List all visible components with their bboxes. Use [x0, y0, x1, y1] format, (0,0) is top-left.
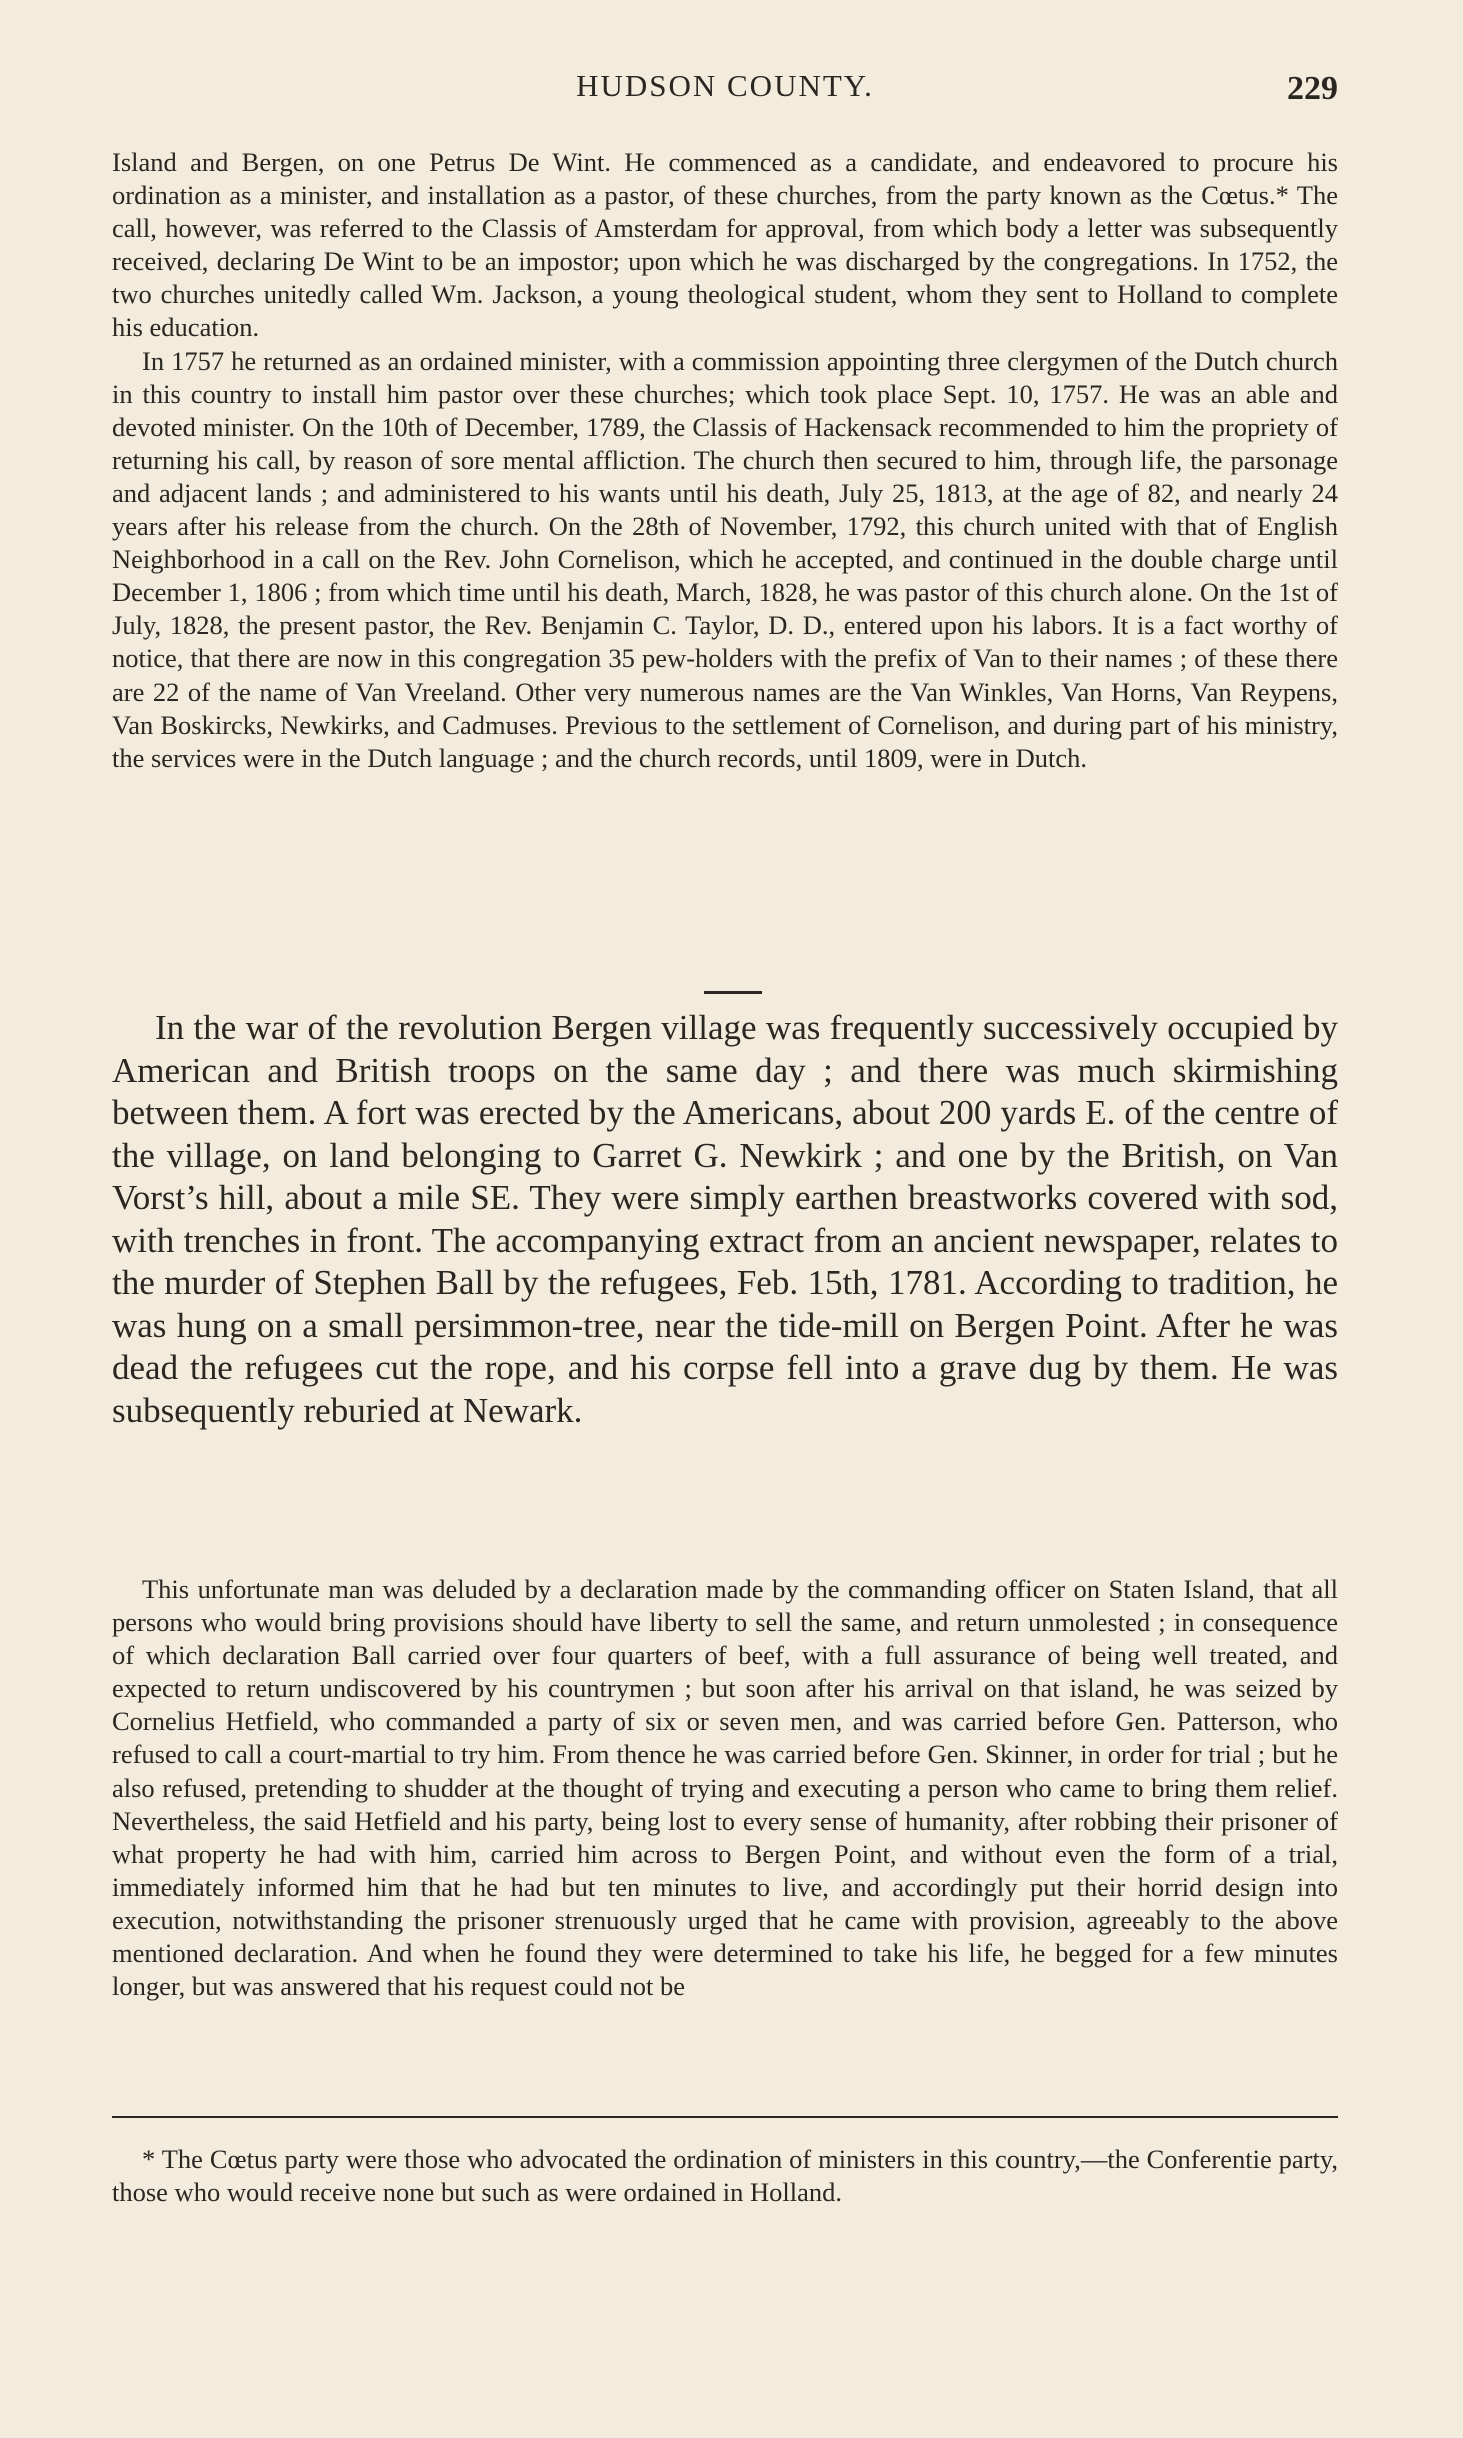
newspaper-extract [112, 1573, 1338, 2003]
paragraph-4: This unfortunate man was deluded by a declaration made by the commanding officer on Staten Island, that all persons who would bring provisions should have liberty to sell the same, and return unmolested ; in consequence of which declaration Ball carried over four quarters of beef, with a full assurance of being well treated, and expected to return undiscovered by his countrymen ; but soon after his arrival on that island, he was seized by Cornelius Hetfield, who commanded a party of six or seven men, and was carried before Gen. Patterson, who refused to call a court-martial to try him. From thence he was carried before Gen. Skinner, in order for trial ; but he also refused, pretending to shudder at the thought of trying and executing a person who came to bring them relief. Nevertheless, the said Hetfield and his party, being lost to every sense of humanity, after robbing their prisoner of what property he had with him, carried him across to Bergen Point, and without even the form of a trial, immediately informed him that he had but ten minutes to live, and accordingly put their horrid design into execution, notwithstanding the prisoner strenuously urged that he came with provision, agreeably to the above mentioned declaration. And when he found they were determined to take his life, he begged for a few minutes longer, but was answered that his request could not be [112, 1574, 1338, 2002]
paragraph-3: In the war of the revolution Bergen village was frequently successively occupied by American and British troops on the same day ; and there was much skirmishing between them. A fort was erected by the Americans, about 200 yards E. of the centre of the village, on land belonging to Garret G. Newkirk ; and one by the British, on Van Vorst’s hill, about a mile SE. They were simply earthen breastworks covered with sod, with trenches in front. The accompanying extract from an ancient newspaper, relates to the murder of Stephen Ball by the refugees, Feb. 15th, 1781. According to tradition, he was hung on a small persimmon-tree, near the tide-mill on Bergen Point. After he was dead the refugees cut the rope, and his corpse fell into a grave dug by them. He was subsequently reburied at Newark. [112, 1008, 1338, 1430]
footnote-rule [112, 2116, 1338, 2118]
running-head [112, 68, 1338, 108]
running-title: HUDSON COUNTY. [576, 68, 874, 103]
paragraph-1: Island and Bergen, on one Petrus De Wint. He commenced as a candidate, and endeavored to procure his ordination as a minister, and installation as a pastor, of these churches, from the party known as the Cœtus.* The call, however, was referred to the Classis of Amsterdam for approval, from which body a letter was subsequently received, declaring De Wint to be an impostor; upon which he was discharged by the congregations. In 1752, the two churches unitedly called Wm. Jackson, a young theological student, whom they sent to Holland to complete his education. [112, 147, 1338, 343]
section-divider [704, 991, 762, 994]
footnote [112, 2143, 1338, 2209]
paragraph-2: In 1757 he returned as an ordained minister, with a commission appointing three clergymen of the Dutch church in this country to install him pastor over these churches; which took place Sept. 10, 1757. He was an able and devoted minister. On the 10th of December, 1789, the Classis of Hackensack recommended to him the propriety of returning his call, by reason of sore mental affliction. The church then secured to him, through life, the parsonage and adjacent lands ; and administered to his wants until his death, July 25, 1813, at the age of 82, and nearly 24 years after his release from the church. On the 28th of November, 1792, this church united with that of English Neighborhood in a call on the Rev. John Cornelison, which he accepted, and continued in the double charge until December 1, 1806 ; from which time until his death, March, 1828, he was pastor of this church alone. On the 1st of July, 1828, the present pastor, the Rev. Benjamin C. Taylor, D. D., entered upon his labors. It is a fact worthy of notice, that there are now in this congregation 35 pew-holders with the prefix of Van to their names ; of these there are 22 of the name of Van Vreeland. Other very numerous names are the Van Winkles, Van Horns, Van Reypens, Van Boskircks, Newkirks, and Cadmuses. Previous to the settlement of Cornelison, and during part of his ministry, the services were in the Dutch language ; and the church records, until 1809, were in Dutch. [112, 345, 1338, 773]
footnote-text: * The Cœtus party were those who advocated the ordination of ministers in this country,—the Conferentie party, those who would receive none but such as were ordained in Holland. [112, 2144, 1338, 2207]
large-type-section [112, 1007, 1338, 1432]
body-text-top [112, 146, 1338, 775]
page-number: 229 [1287, 70, 1338, 107]
